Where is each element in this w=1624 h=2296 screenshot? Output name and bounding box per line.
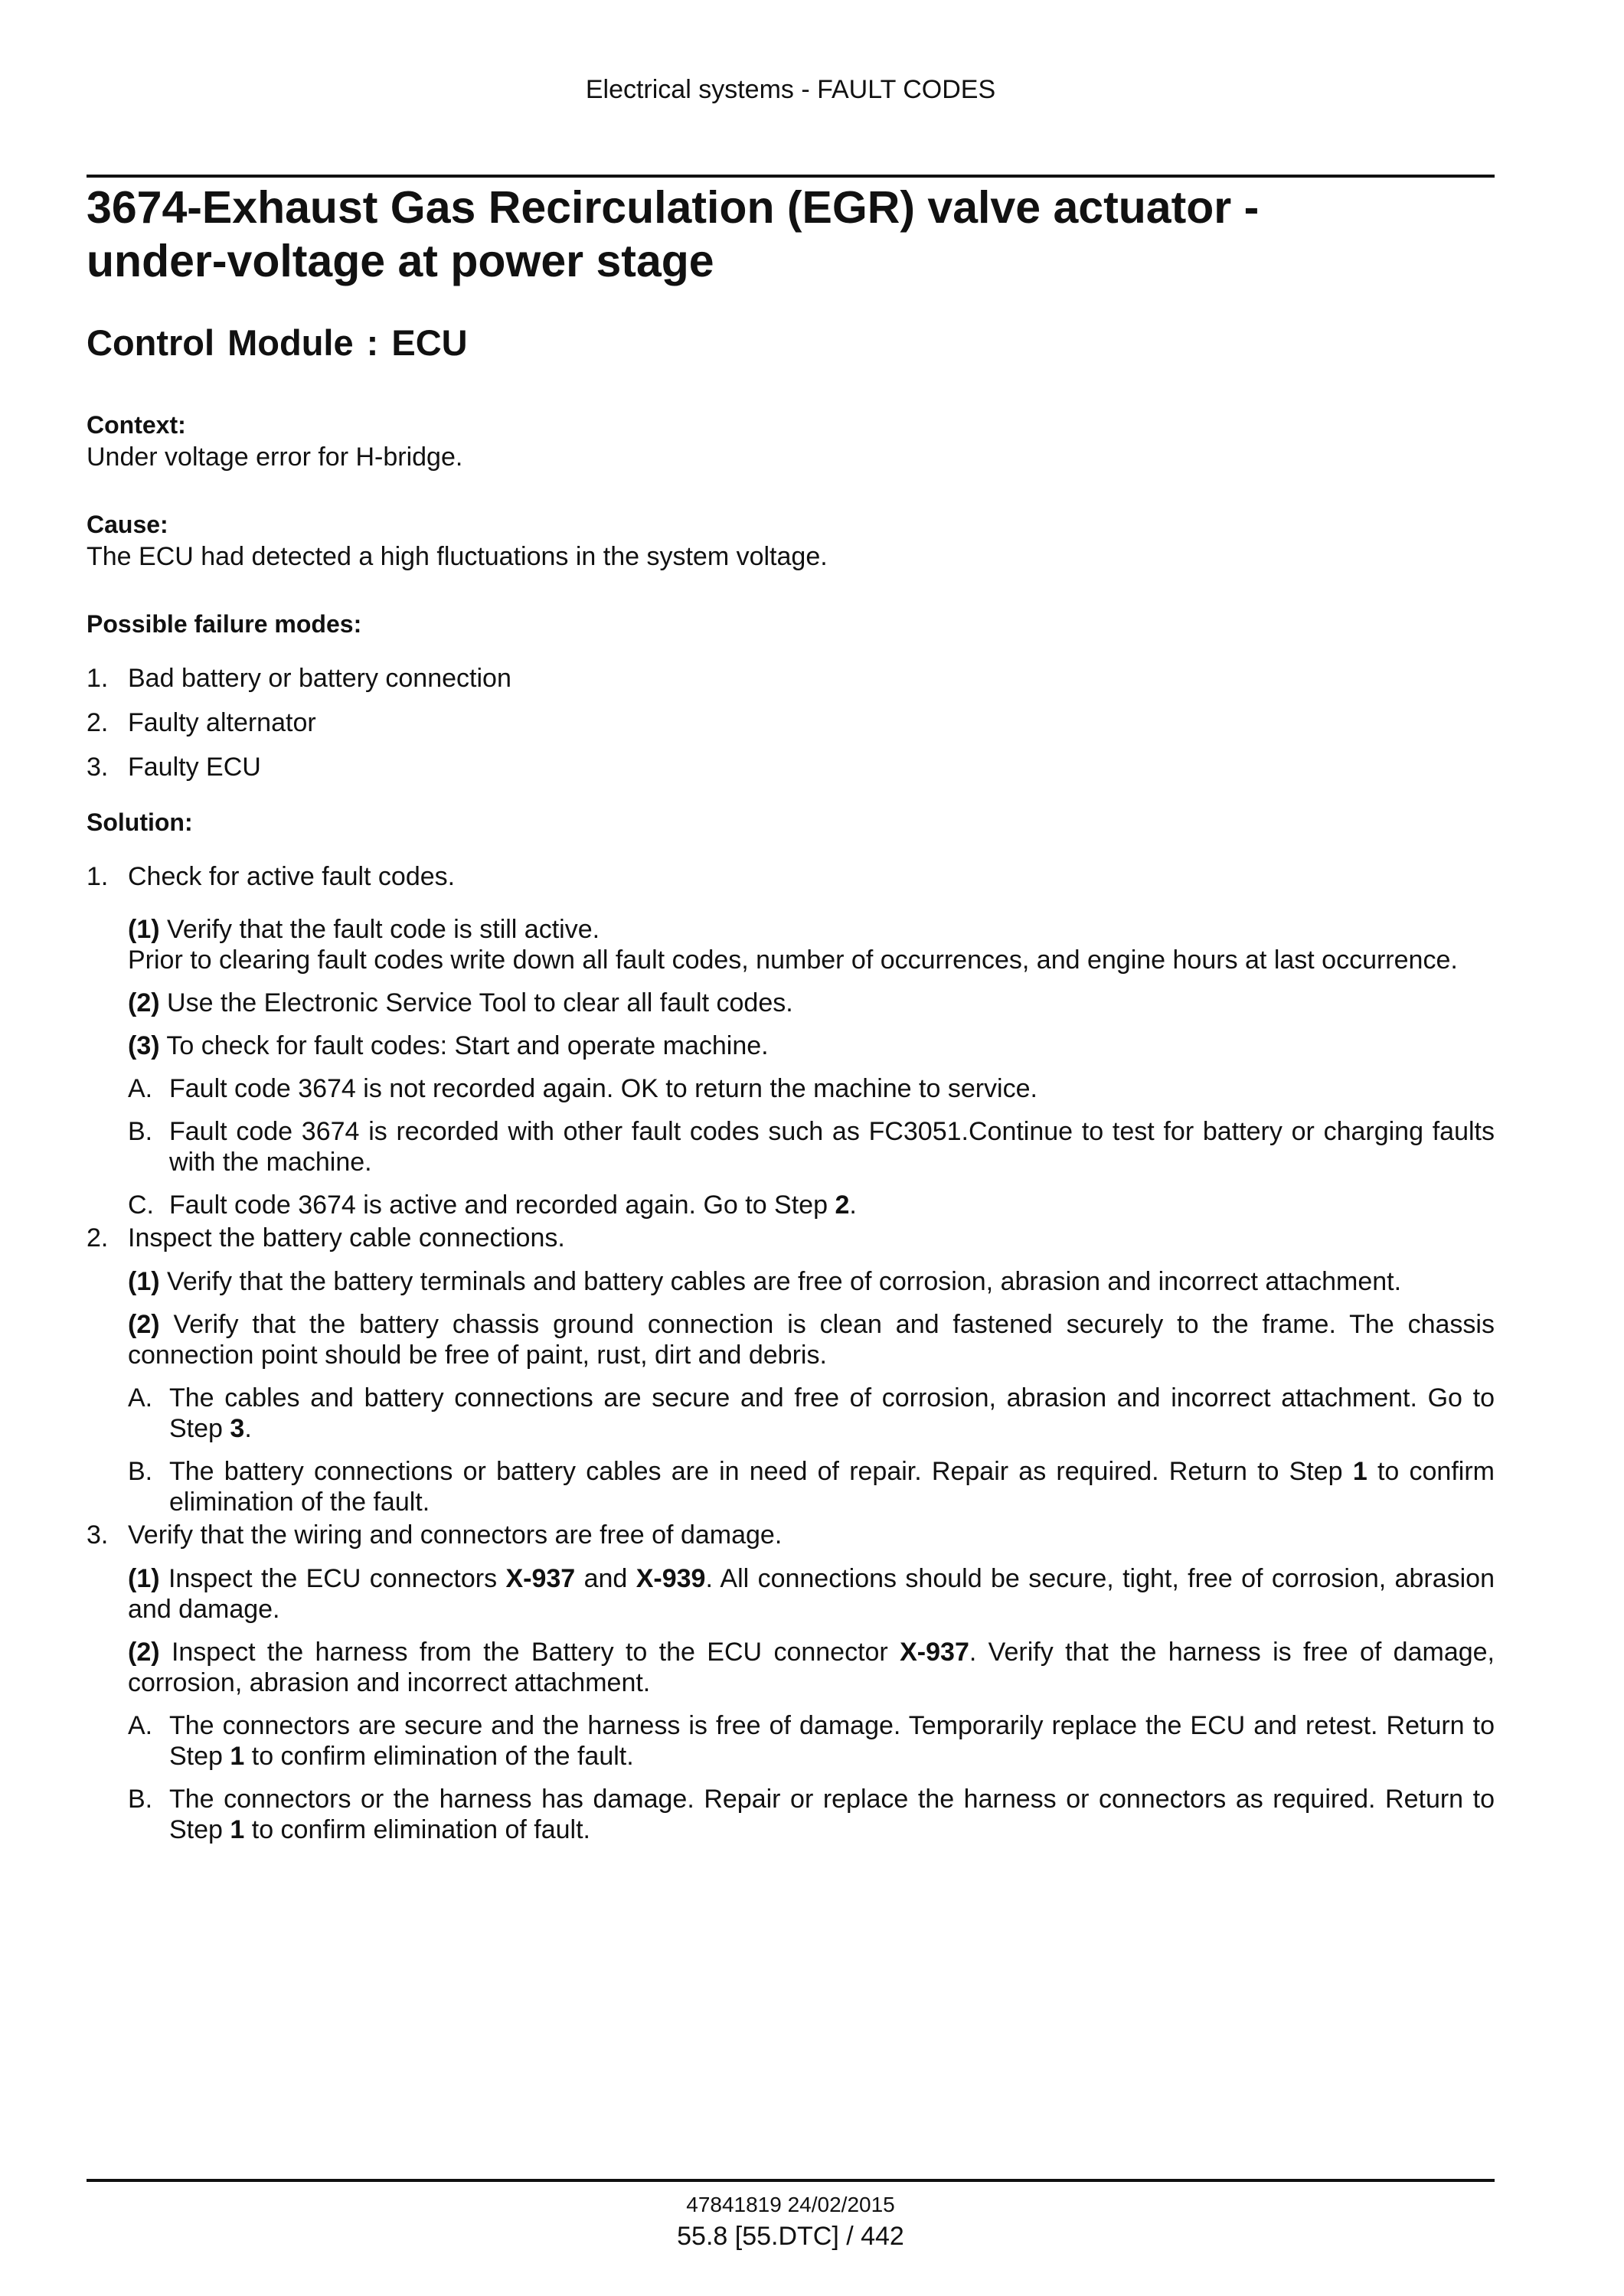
substep-text-part: . All connections should be secure, tight, free of corrosion, abrasion and damage. [128, 1564, 1495, 1624]
substep-tag: (1) [128, 915, 160, 944]
running-header: Electrical systems - FAULT CODES [585, 75, 996, 104]
substep-text: To check for fault codes: Start and operate machine. [166, 1031, 769, 1060]
outcome-text [169, 1456, 1495, 1517]
document-page [87, 0, 1495, 2296]
outcome [128, 1456, 1495, 1517]
failure-modes-label: Possible failure modes: [87, 610, 362, 638]
title-line-1: 3674-Exhaust Gas Recirculation (EGR) valve actuator - [87, 182, 1260, 233]
substep-tag: (2) [128, 1310, 160, 1339]
step-number: 3. [87, 1520, 109, 1550]
step-text: Check for active fault codes. [128, 862, 456, 891]
outcome-text [169, 1383, 1495, 1444]
substep [128, 1563, 1495, 1625]
outcome [128, 1784, 1495, 1845]
page-reference: 55.8 [55.DTC] / 442 [677, 2222, 904, 2251]
substep-tag: (2) [128, 1638, 160, 1667]
page-title [87, 180, 1495, 288]
control-module-value: ECU [391, 322, 468, 363]
control-module-label: Control Module : [87, 322, 379, 363]
substep-note: Prior to clearing fault codes write down all fault codes, number of occurrences, and engine hours at last occurrence. [128, 946, 1458, 975]
outcome-text-part: The cables and battery connections are secure and free of corrosion, abrasion and incorrect attachment. Go to Step [169, 1383, 1495, 1443]
outcome [128, 1116, 1495, 1177]
step-reference: 3 [230, 1414, 245, 1443]
solution-section [87, 806, 1495, 1845]
substep [128, 914, 1495, 975]
substep [128, 988, 1495, 1018]
outcome-text [169, 1784, 1495, 1845]
outcome [128, 1073, 1495, 1104]
outcome-text-part: The connectors are secure and the harness is free of damage. Temporarily replace the ECU and retest. Return to Step [169, 1711, 1495, 1771]
cause-text: The ECU had detected a high fluctuations in the system voltage. [87, 542, 828, 571]
step-reference: 2 [835, 1190, 850, 1220]
outcome-letter: B. [128, 1117, 153, 1146]
solution-steps [87, 861, 1495, 1845]
step-number: 1. [87, 862, 109, 891]
step-heading [87, 1222, 1495, 1254]
outcome-letter: A. [128, 1074, 153, 1103]
substep-text-part: and [575, 1564, 636, 1593]
outcome-letter: B. [128, 1457, 153, 1486]
step-reference: 1 [230, 1815, 245, 1844]
outcome-text-part: to confirm elimination of the fault. [244, 1742, 634, 1771]
substep [128, 1030, 1495, 1061]
outcome-letter: C. [128, 1190, 154, 1220]
list-item-text: Faulty alternator [128, 708, 316, 737]
outcome-letter: B. [128, 1785, 153, 1814]
failure-modes-section [87, 608, 1495, 783]
outcome [128, 1710, 1495, 1772]
substep-tag: (1) [128, 1564, 160, 1593]
outcome-text-part: The battery connections or battery cables are in need of repair. Repair as required. Return to Step [169, 1457, 1353, 1486]
substep-text-part: Inspect the ECU connectors [168, 1564, 506, 1593]
outcome-text-part: . [244, 1414, 252, 1443]
step-reference: 1 [230, 1742, 245, 1771]
step-heading [87, 1519, 1495, 1551]
substep-text: Verify that the battery chassis ground connection is clean and fastened securely to the frame. The chassis connection point should be free of paint, rust, dirt and debris. [128, 1310, 1495, 1370]
substep-tag: (3) [128, 1031, 160, 1060]
connector-reference: X-937 [900, 1638, 969, 1667]
step-heading [87, 861, 1495, 893]
header-rule [87, 175, 1495, 178]
substep [128, 1309, 1495, 1370]
page-content [87, 180, 1495, 1845]
outcome-text: Fault code 3674 is recorded with other fault codes such as FC3051.Continue to test for battery or charging faults with the machine. [169, 1117, 1495, 1177]
cause-label: Cause: [87, 511, 168, 538]
outcome-text-part: to confirm elimination of fault. [244, 1815, 590, 1844]
list-item [87, 707, 1495, 739]
substep-text: Verify that the fault code is still active. [167, 915, 600, 944]
solution-step-1 [87, 861, 1495, 1220]
document-number: 47841819 24/02/2015 [686, 2193, 895, 2216]
step-reference: 1 [1352, 1457, 1367, 1486]
control-module-heading [87, 320, 1495, 366]
context-section [87, 409, 1495, 473]
list-item [87, 751, 1495, 783]
substep-tag: (2) [128, 988, 160, 1017]
outcome-text-part: to confirm elimination of the fault. [169, 1457, 1495, 1517]
substep-text: Use the Electronic Service Tool to clear all fault codes. [167, 988, 793, 1017]
step-number: 2. [87, 1223, 109, 1253]
step-text: Verify that the wiring and connectors are free of damage. [128, 1520, 783, 1550]
cause-section [87, 508, 1495, 573]
list-item [87, 662, 1495, 694]
solution-label: Solution: [87, 808, 193, 836]
failure-modes-list [87, 662, 1495, 783]
list-number: 1. [87, 664, 109, 693]
list-number: 2. [87, 708, 109, 737]
context-label: Context: [87, 411, 186, 439]
outcome-letter: A. [128, 1383, 153, 1413]
connector-reference: X-939 [636, 1564, 706, 1593]
outcome-text-part: The connectors or the harness has damage. Repair or replace the harness or connectors as required. Return to Step [169, 1785, 1495, 1844]
substep-tag: (1) [128, 1267, 160, 1296]
connector-reference: X-937 [505, 1564, 576, 1593]
outcome-text-part: Fault code 3674 is active and recorded again. Go to Step [169, 1190, 835, 1220]
footer-rule [87, 2179, 1495, 2182]
substep [128, 1637, 1495, 1698]
outcome-text [169, 1710, 1495, 1772]
step-text: Inspect the battery cable connections. [128, 1223, 565, 1253]
outcome-text-part: . [849, 1190, 857, 1220]
solution-step-3 [87, 1519, 1495, 1845]
outcome [128, 1383, 1495, 1444]
outcome-text [169, 1190, 1495, 1220]
substep [128, 1266, 1495, 1297]
title-line-2: under-voltage at power stage [87, 236, 714, 286]
list-item-text: Faulty ECU [128, 753, 261, 782]
context-text: Under voltage error for H-bridge. [87, 443, 463, 472]
list-item-text: Bad battery or battery connection [128, 664, 511, 693]
substep-text: Verify that the battery terminals and battery cables are free of corrosion, abrasion and incorrect attachment. [167, 1267, 1402, 1296]
substep-text-part: . Verify that the harness is free of damage, corrosion, abrasion and incorrect attachment. [128, 1638, 1495, 1697]
outcome [128, 1190, 1495, 1220]
outcome-letter: A. [128, 1711, 153, 1740]
substep-text-part: Inspect the harness from the Battery to the ECU connector [171, 1638, 900, 1667]
list-number: 3. [87, 753, 109, 782]
solution-step-2 [87, 1222, 1495, 1517]
outcome-text: Fault code 3674 is not recorded again. OK to return the machine to service. [169, 1074, 1037, 1103]
